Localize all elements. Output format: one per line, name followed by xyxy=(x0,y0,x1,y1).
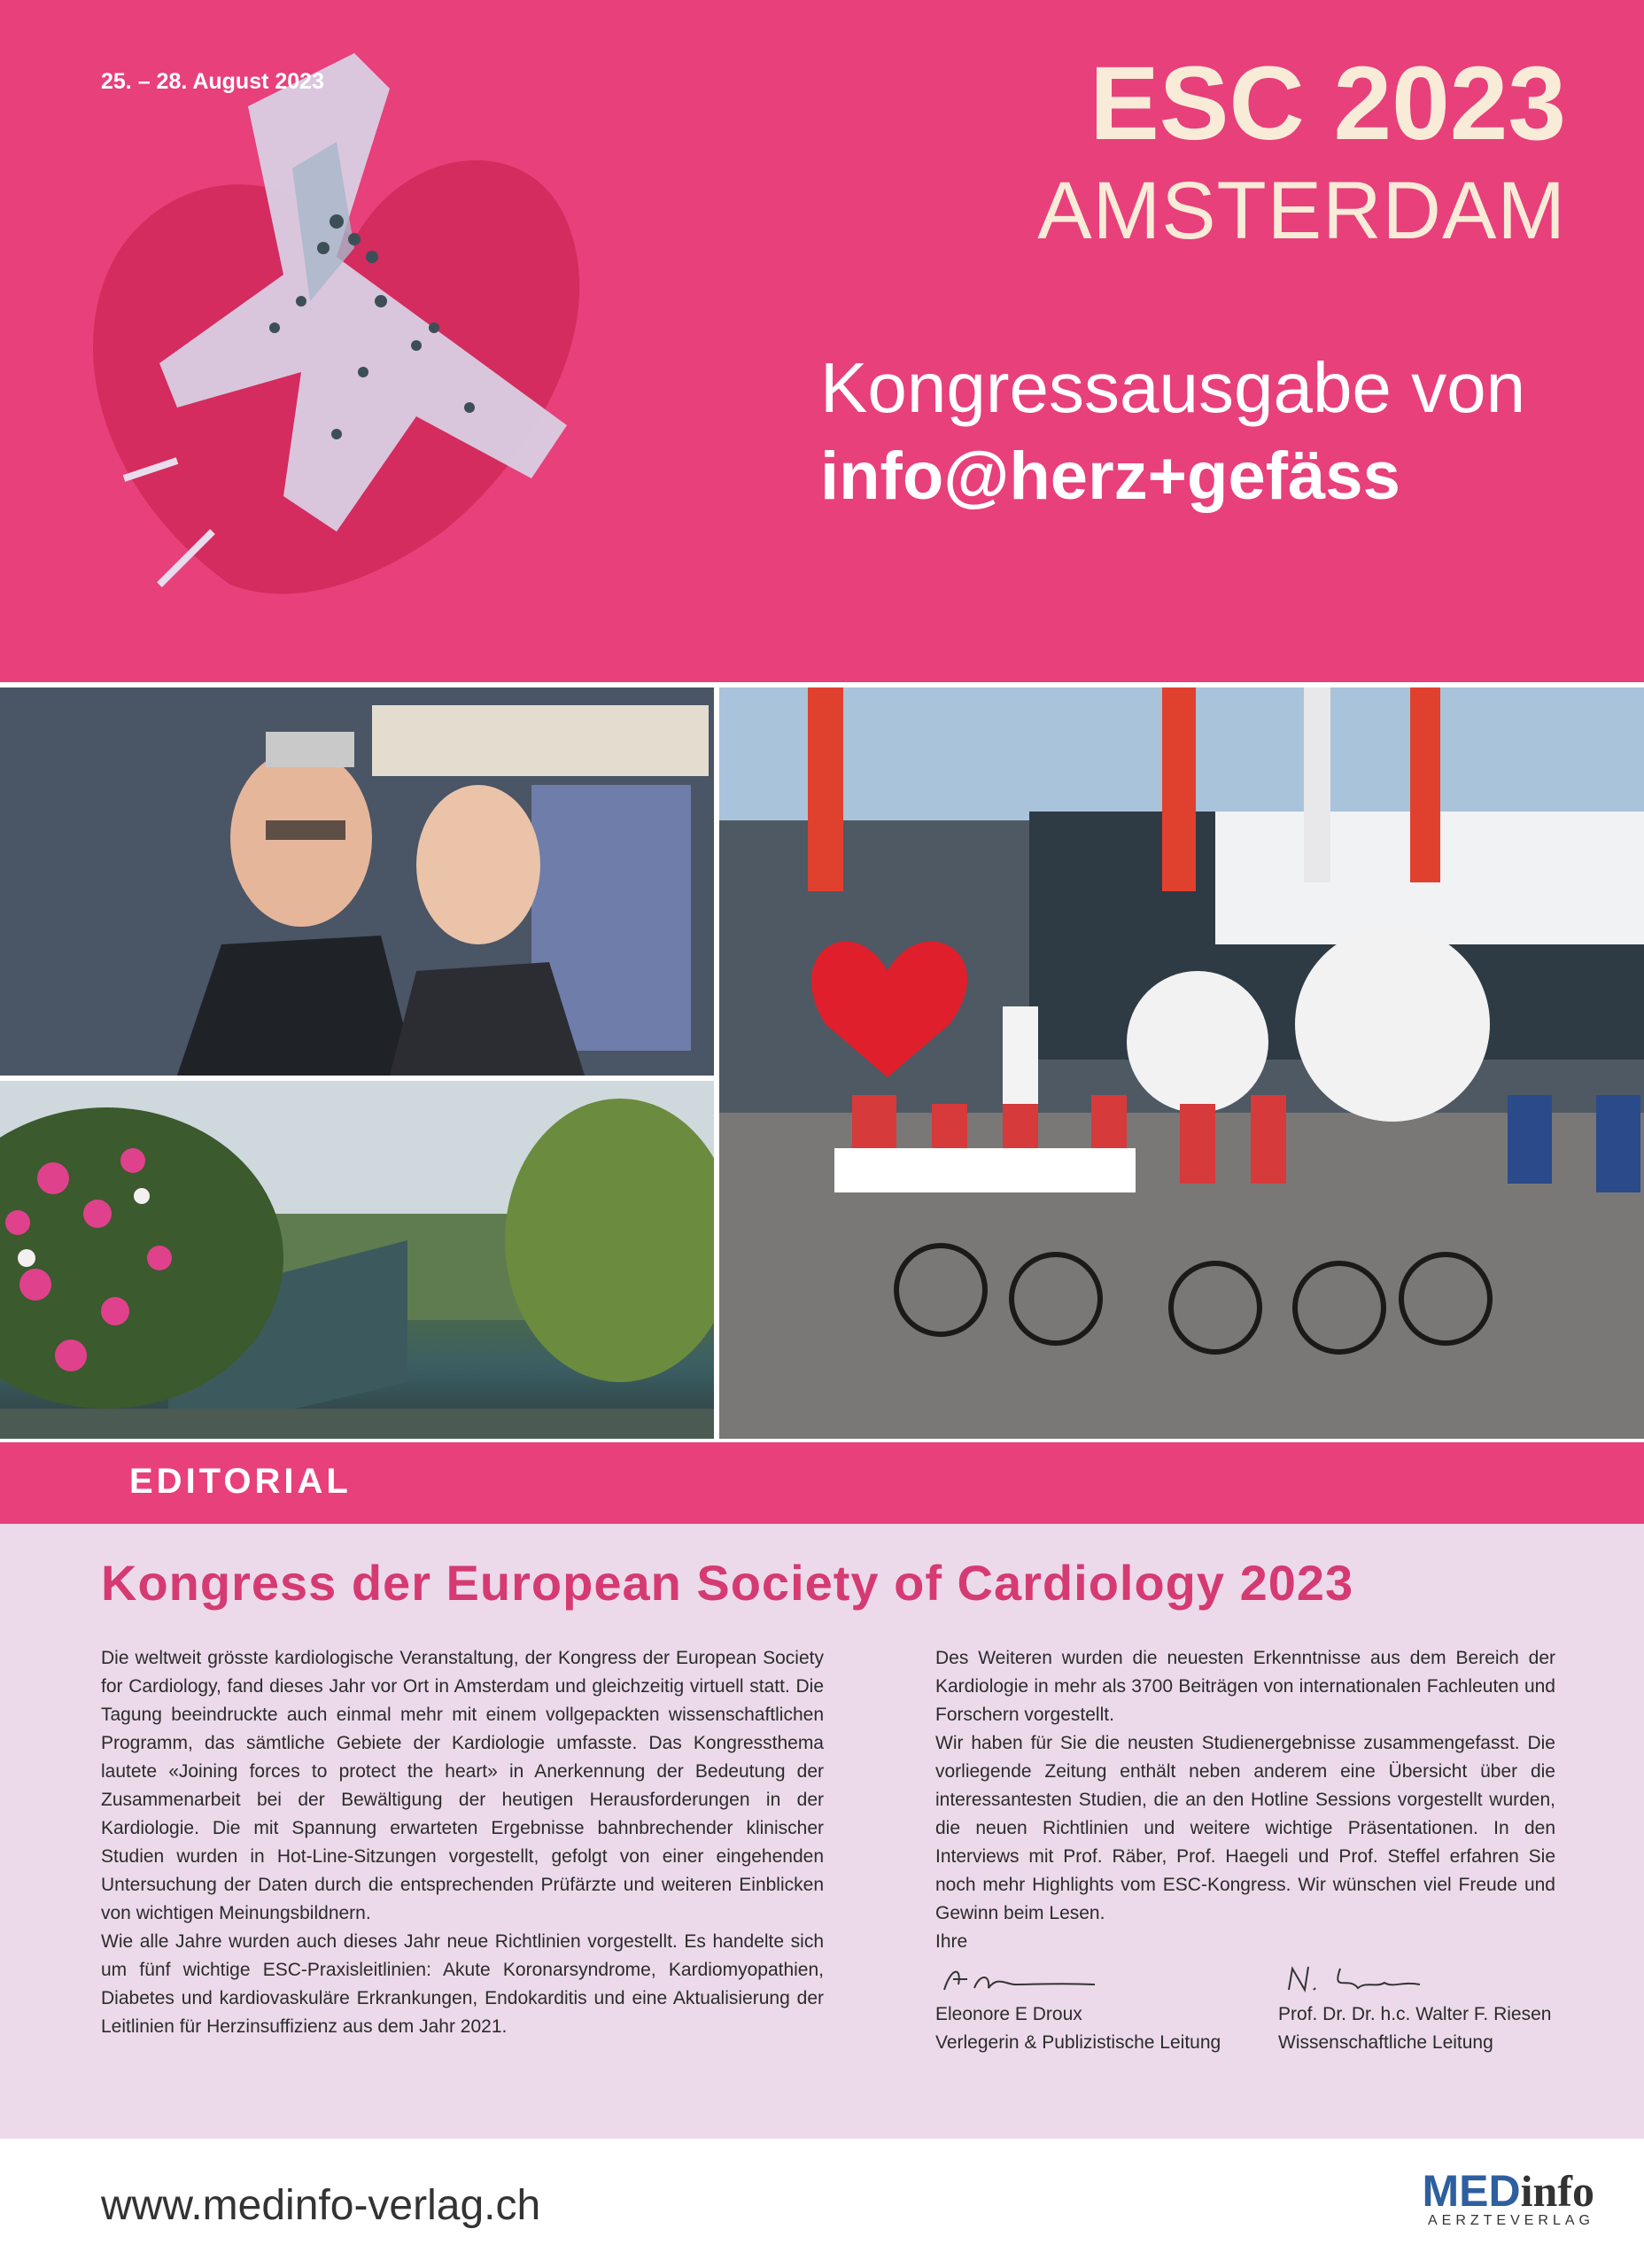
signature-role: Wissenschaftliche Leitung xyxy=(1278,2032,1493,2053)
signature-block-publisher xyxy=(935,1958,1221,2057)
handwritten-signature-icon xyxy=(1278,1958,1455,2000)
handwritten-signature-icon xyxy=(935,1958,1113,2000)
logo-med: MED xyxy=(1422,2166,1521,2216)
congress-city: AMSTERDAM xyxy=(1037,166,1566,256)
signature-name: Prof. Dr. Dr. h.c. Walter F. Riesen xyxy=(1278,2004,1552,2024)
publisher-url[interactable]: www.medinfo-verlag.ch xyxy=(101,2182,541,2229)
medinfo-logo xyxy=(1422,2166,1594,2229)
editorial-column-1 xyxy=(101,1644,824,2041)
paragraph: Wir haben für Sie die neusten Studienergebnisse zusammengefasst. Die vorliegende Zeitung enthält neben anderem eine Übersicht über die interessantesten Studien, die an den Hotline Sessions vorgestellt wurden, die neuen Richtlinien und weitere wichtige Präsentationen. In den Interviews mit Prof. Räber, Prof. Haegeli und Prof. Steffel erfahren Sie noch mehr Highlights vom ESC-Kongress. Wir wünschen viel Freude und Gewinn beim Lesen. xyxy=(935,1733,1555,1923)
paragraph: Wie alle Jahre wurden auch dieses Jahr neue Richtlinien vorgestellt. Es handelte sich um fünf wichtige ESC-Praxisleitlinien: Akute Koronarsyndrome, Kardiomyopathien, Diabetes und kardiovaskuläre Erkrankungen, Endokarditis und eine Aktualisierung der Leitlinien für Herzinsuffizienz aus dem Jahr 2021. xyxy=(101,1931,824,2037)
signature-role: Verlegerin & Publizistische Leitung xyxy=(935,2032,1221,2053)
publication-name: info@herz+gefäss xyxy=(820,439,1400,514)
heart-illustration xyxy=(71,35,815,656)
section-label: EDITORIAL xyxy=(129,1462,352,1501)
issue-label: Kongressausgabe von xyxy=(820,348,1526,427)
photo-two-people-exhibition xyxy=(0,687,714,1076)
logo-info: info xyxy=(1520,2166,1594,2216)
paragraph: Ihre xyxy=(935,1931,968,1952)
signature-name: Eleonore E Droux xyxy=(935,2004,1082,2024)
signature-block-scientific xyxy=(1278,1958,1551,2057)
paragraph: Die weltweit grösste kardiologische Veranstaltung, der Kongress der European Society for Cardiology, fand dieses Jahr vor Ort in Amsterdam und gleichzeitig virtuell statt. Die Tagung beeindruckte auch einmal mehr mit einem vollgepackten wissenschaftlichen Programm, das sämtliche Gebiete der Kardiologie umfasste. Das Kongressthema lautete «Joining forces to protect the heart» in Anerkennung der Bedeutung der Zusammenarbeit bei der Bewältigung der heutigen Herausforderungen in der Kardiologie. Die mit Spannung erwarteten Ergebnisse bahnbrechender klinischer Studien wurden in Hot-Line-Sitzungen vorgestellt, gefolgt von einer eingehenden Untersuchung der Daten durch die entsprechenden Prüfärzte und weiteren Einblicken von wichtigen Meinungsbildnern. xyxy=(101,1648,824,1923)
congress-dates: 25. – 28. August 2023 xyxy=(101,69,324,94)
editorial-headline: Kongress der European Society of Cardiology 2023 xyxy=(101,1555,1354,1611)
photo-amsterdam-canal-flowers xyxy=(0,1081,714,1439)
paragraph: Des Weiteren wurden die neuesten Erkenntnisse aus dem Bereich der Kardiologie in mehr als 3700 Beiträgen von internationalen Fachleuten und Forschern vorgestellt. xyxy=(935,1648,1555,1725)
congress-title: ESC 2023 xyxy=(1090,45,1566,162)
editorial-column-2 xyxy=(935,1644,1555,1956)
photo-cyclists-esc-sign xyxy=(719,687,1644,1439)
logo-subtitle: AERZTEVERLAG xyxy=(1427,2213,1594,2228)
